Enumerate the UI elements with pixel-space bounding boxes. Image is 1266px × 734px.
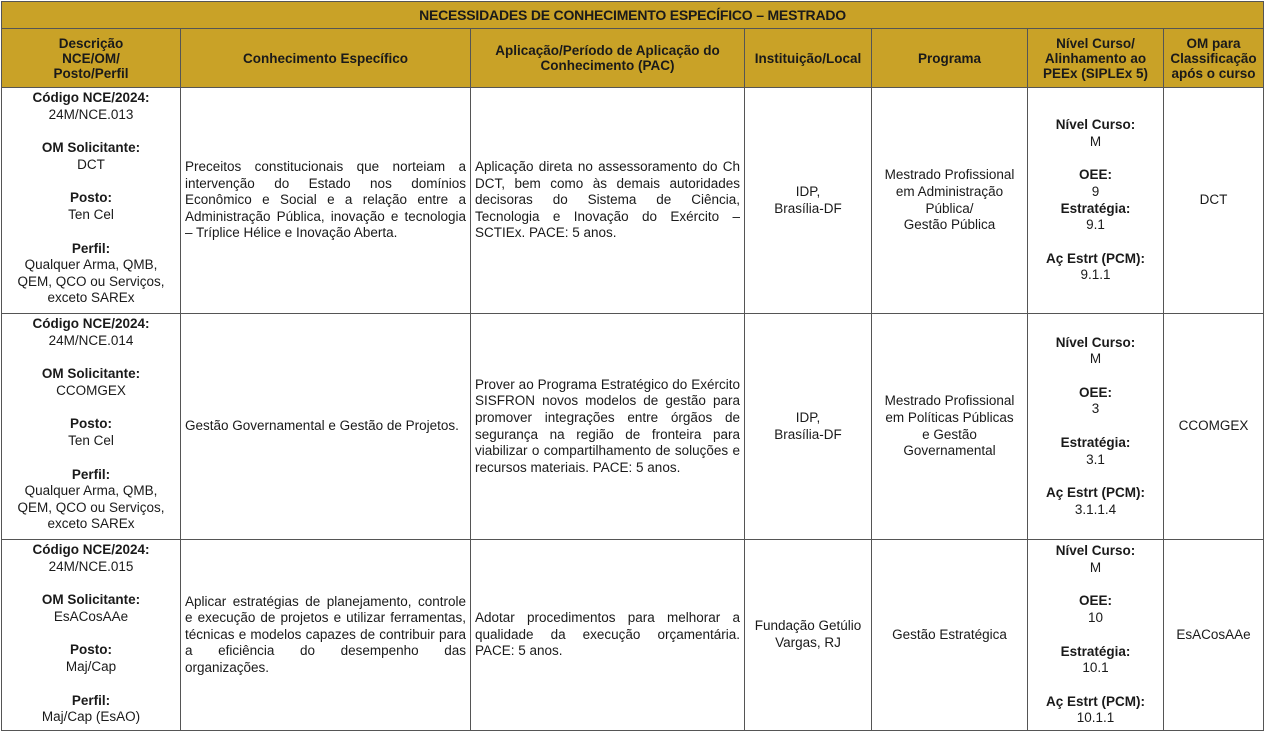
- header-descricao: Descrição NCE/OM/ Posto/Perfil: [2, 29, 181, 88]
- instituicao-cell: IDP, Brasília-DF: [745, 88, 872, 314]
- descricao-cell: Código NCE/2024: 24M/NCE.013 OM Solicitante: DCT Posto: Ten Cel Perfil: Qualquer Arma, QMB, QEM, QCO ou Serviços, exceto SAREx: [2, 88, 181, 314]
- conhecimento-cell: Preceitos constitucionais que norteiam a intervenção do Estado nos domínios Econômico e Social e a relação entre a Administração Pública, inovação e tecnologia – Tríplice Hélice e Inovação Aberta.: [181, 88, 471, 314]
- om-solicitante-value: EsACosAAe: [53, 608, 129, 624]
- aplicacao-cell: Aplicação direta no assessoramento do Ch DCT, bem como às demais autoridades decisoras do Sistema de Ciência, Tecnologia e Inovação do Exército – SCTIEx. PACE: 5 anos.: [471, 88, 745, 314]
- header-row: [2, 29, 1264, 88]
- nivel-cell: Nível Curso: M OEE: 10 Estratégia: 10.1 Aç Estrt (PCM): 10.1.1: [1028, 540, 1164, 731]
- aplicacao-cell: Adotar procedimentos para melhorar a qualidade da execução orçamentária. PACE: 5 anos.: [471, 540, 745, 731]
- aplicacao-cell: Prover ao Programa Estratégico do Exército SISFRON novos modelos de gestão para promover integrações entre órgãos de segurança na região de fronteira para viabilizar o compartilhamento de soluções e recursos materiais. PACE: 5 anos.: [471, 314, 745, 540]
- conhecimento-cell: Aplicar estratégias de planejamento, controle e execução de projetos e utilizar ferramentas, técnicas e modelos capazes de contribuir para a eficiência do desempenho das organizações.: [181, 540, 471, 731]
- perfil-value: Qualquer Arma, QMB,: [24, 483, 158, 499]
- conhecimento-cell: Gestão Governamental e Gestão de Projetos.: [181, 314, 471, 540]
- table-title: NECESSIDADES DE CONHECIMENTO ESPECÍFICO – MESTRADO: [2, 2, 1264, 29]
- nivel-cell: Nível Curso: M OEE: 9 Estratégia: 9.1 Aç Estrt (PCM): 9.1.1: [1028, 88, 1164, 314]
- programa-cell: Mestrado Profissional em Administração Pública/ Gestão Pública: [872, 88, 1028, 314]
- perfil-value: Maj/Cap (EsAO): [41, 709, 141, 725]
- descricao-cell: Código NCE/2024: 24M/NCE.014 OM Solicitante: CCOMGEX Posto: Ten Cel Perfil: Qualquer Arma, QMB, QEM, QCO ou Serviços, exceto SAREx: [2, 314, 181, 540]
- posto-value: Ten Cel: [68, 432, 114, 448]
- om-classificacao-cell: EsACosAAe: [1164, 540, 1264, 731]
- header-aplicacao: Aplicação/Período de Aplicação do Conhecimento (PAC): [471, 29, 745, 88]
- instituicao-cell: Fundação Getúlio Vargas, RJ: [745, 540, 872, 731]
- posto-value: Maj/Cap: [65, 658, 117, 674]
- om-classificacao-cell: DCT: [1164, 88, 1264, 314]
- instituicao-cell: IDP, Brasília-DF: [745, 314, 872, 540]
- nce-table: [1, 1, 1264, 731]
- perfil-value: Qualquer Arma, QMB,: [24, 257, 158, 273]
- header-instituicao: Instituição/Local: [745, 29, 872, 88]
- programa-cell: Mestrado Profissional em Políticas Públicas e Gestão Governamental: [872, 314, 1028, 540]
- codigo-value: 24M/NCE.013: [48, 106, 134, 122]
- nivel-cell: Nível Curso: M OEE: 3 Estratégia: 3.1 Aç Estrt (PCM): 3.1.1.4: [1028, 314, 1164, 540]
- descricao-cell: Código NCE/2024: 24M/NCE.015 OM Solicitante: EsACosAAe Posto: Maj/Cap Perfil: Maj/Cap (EsAO): [2, 540, 181, 731]
- table-row: [2, 314, 1264, 540]
- header-nivel: Nível Curso/ Alinhamento ao PEEx (SIPLEx 5): [1028, 29, 1164, 88]
- codigo-value: 24M/NCE.014: [48, 332, 134, 348]
- header-conhecimento: Conhecimento Específico: [181, 29, 471, 88]
- posto-value: Ten Cel: [68, 206, 114, 222]
- table-row: [2, 540, 1264, 731]
- om-solicitante-value: CCOMGEX: [56, 382, 126, 398]
- om-classificacao-cell: CCOMGEX: [1164, 314, 1264, 540]
- programa-cell: Gestão Estratégica: [872, 540, 1028, 731]
- header-programa: Programa: [872, 29, 1028, 88]
- om-solicitante-value: DCT: [77, 156, 105, 172]
- codigo-value: 24M/NCE.015: [48, 558, 134, 574]
- table-row: [2, 88, 1264, 314]
- header-om: OM para Classificação após o curso: [1164, 29, 1264, 88]
